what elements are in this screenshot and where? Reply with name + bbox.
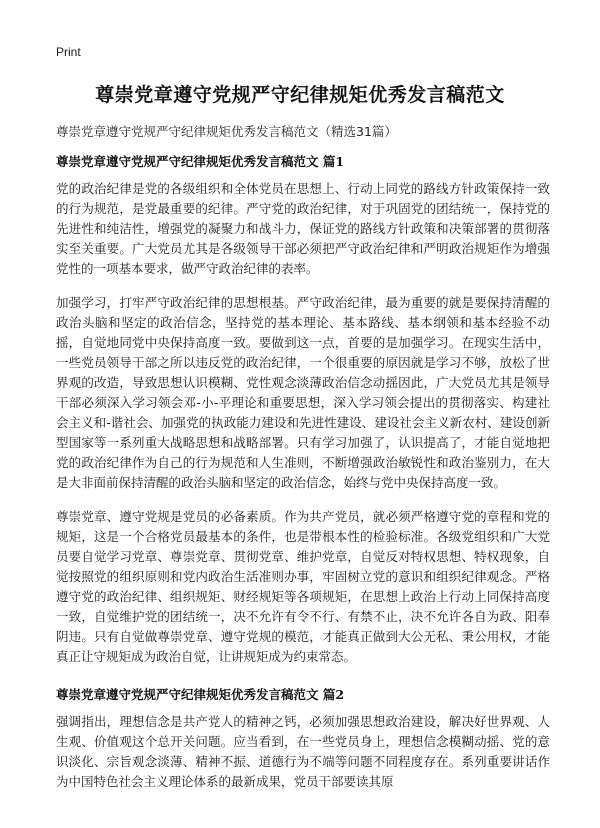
page-title: 尊崇党章遵守党规严守纪律规矩优秀发言稿范文 bbox=[95, 84, 505, 106]
section-1-paragraph-2: 加强学习，打牢严守政治纪律的思想根基。严守政治纪律，最为重要的就是要保持清醒的政治头脑和坚定的政治信念，坚持党的基本理论、基本路线、基本纲领和基本经验不动摇，自觉地同党中央保持高度一致。要做到这一点，首要的是加强学习。在现实生活中，一些党员领导干部之所以违反党的政治纪律，一个很重要的原因就是学习不够，放松了世界观的改造，导致思想认识模糊、党性观念淡薄政治信念动摇因此，广大党员尤其是领导干部必须深入学习领会邓-小-平理论和重要思想，深入学习领会提出的贯彻落实、构建社会主义和-谐社会、加强党的执政能力建设和先进性建设、建设社会主义新农村、建设创新型国家等一系列重大战略思想和战略部署。只有学习加强了，认识提高了，才能自觉地把党的政治纪律作为自己的行为规范和人生准则，不断增强政治敏锐性和政治鉴别力，在大是大非面前保持清醒的政治头脑和坚定的政治信念，始终与党中央保持高度一致。 bbox=[56, 295, 550, 490]
section-heading-1: 尊崇党章遵守党规严守纪律规矩优秀发言稿范文 篇1 bbox=[56, 154, 345, 169]
document-body bbox=[56, 152, 550, 806]
section-heading-2: 尊崇党章遵守党规严守纪律规矩优秀发言稿范文 篇2 bbox=[56, 687, 345, 702]
section-2-paragraph-1: 强调指出，理想信念是共产党人的精神之钙，必须加强思想政治建设，解决好世界观、人生观、价值观这个总开关问题。应当看到，在一些党员身上，理想信念模糊动摇、党的意识淡化、宗旨观念淡薄、精神不振、道德行为不端等问题不同程度存在。系列重要讲话作为中国特色社会主义理论体系的最新成果，党员干部要读其原 bbox=[56, 714, 550, 789]
document-subtitle: 尊崇党章遵守党规严守纪律规矩优秀发言稿范文（精选31篇） bbox=[56, 124, 397, 139]
section-1-paragraph-1: 党的政治纪律是党的各级组织和全体党员在思想上、行动上同党的路线方针政策保持一致的行为规范，是党最重要的纪律。严守党的政治纪律，对于巩固党的团结统一，保持党的先进性和纯洁性，增强党的凝聚力和战斗力，保证党的路线方针政策和决策部署的贯彻落实至关重要。广大党员尤其是各级领导干部必须把严守政治纪律和严明政治规矩作为增强党性的一项基本要求，做严守政治纪律的表率。 bbox=[56, 181, 550, 276]
section-1-paragraph-3: 尊崇党章、遵守党规是党员的必备素质。作为共产党员，就必须严格遵守党的章程和党的规矩，这是一个合格党员最基本的条件，也是带根本性的检验标准。各级党组织和广大党员要自觉学习党章、尊崇党章、贯彻党章、维护党章，自觉反对特权思想、特权现象，自觉按照党的组织原则和党内政治生活准则办事，牢固树立党的意识和组织纪律观念。严格遵守党的政治纪律、组织规矩、财经规矩等各项规矩，在思想上政治上行动上同保持高度一致，自觉维护党的团结统一，决不允许有令不行、有禁不止，决不允许各自为政、阳奉阴违。只有自觉做尊崇党章、遵守党规的模范，才能真正做到大公无私、秉公用权，才能真正让守规矩成为政治自觉，让讲规矩成为约束常态。 bbox=[56, 509, 550, 664]
print-link[interactable]: Print bbox=[56, 45, 81, 59]
